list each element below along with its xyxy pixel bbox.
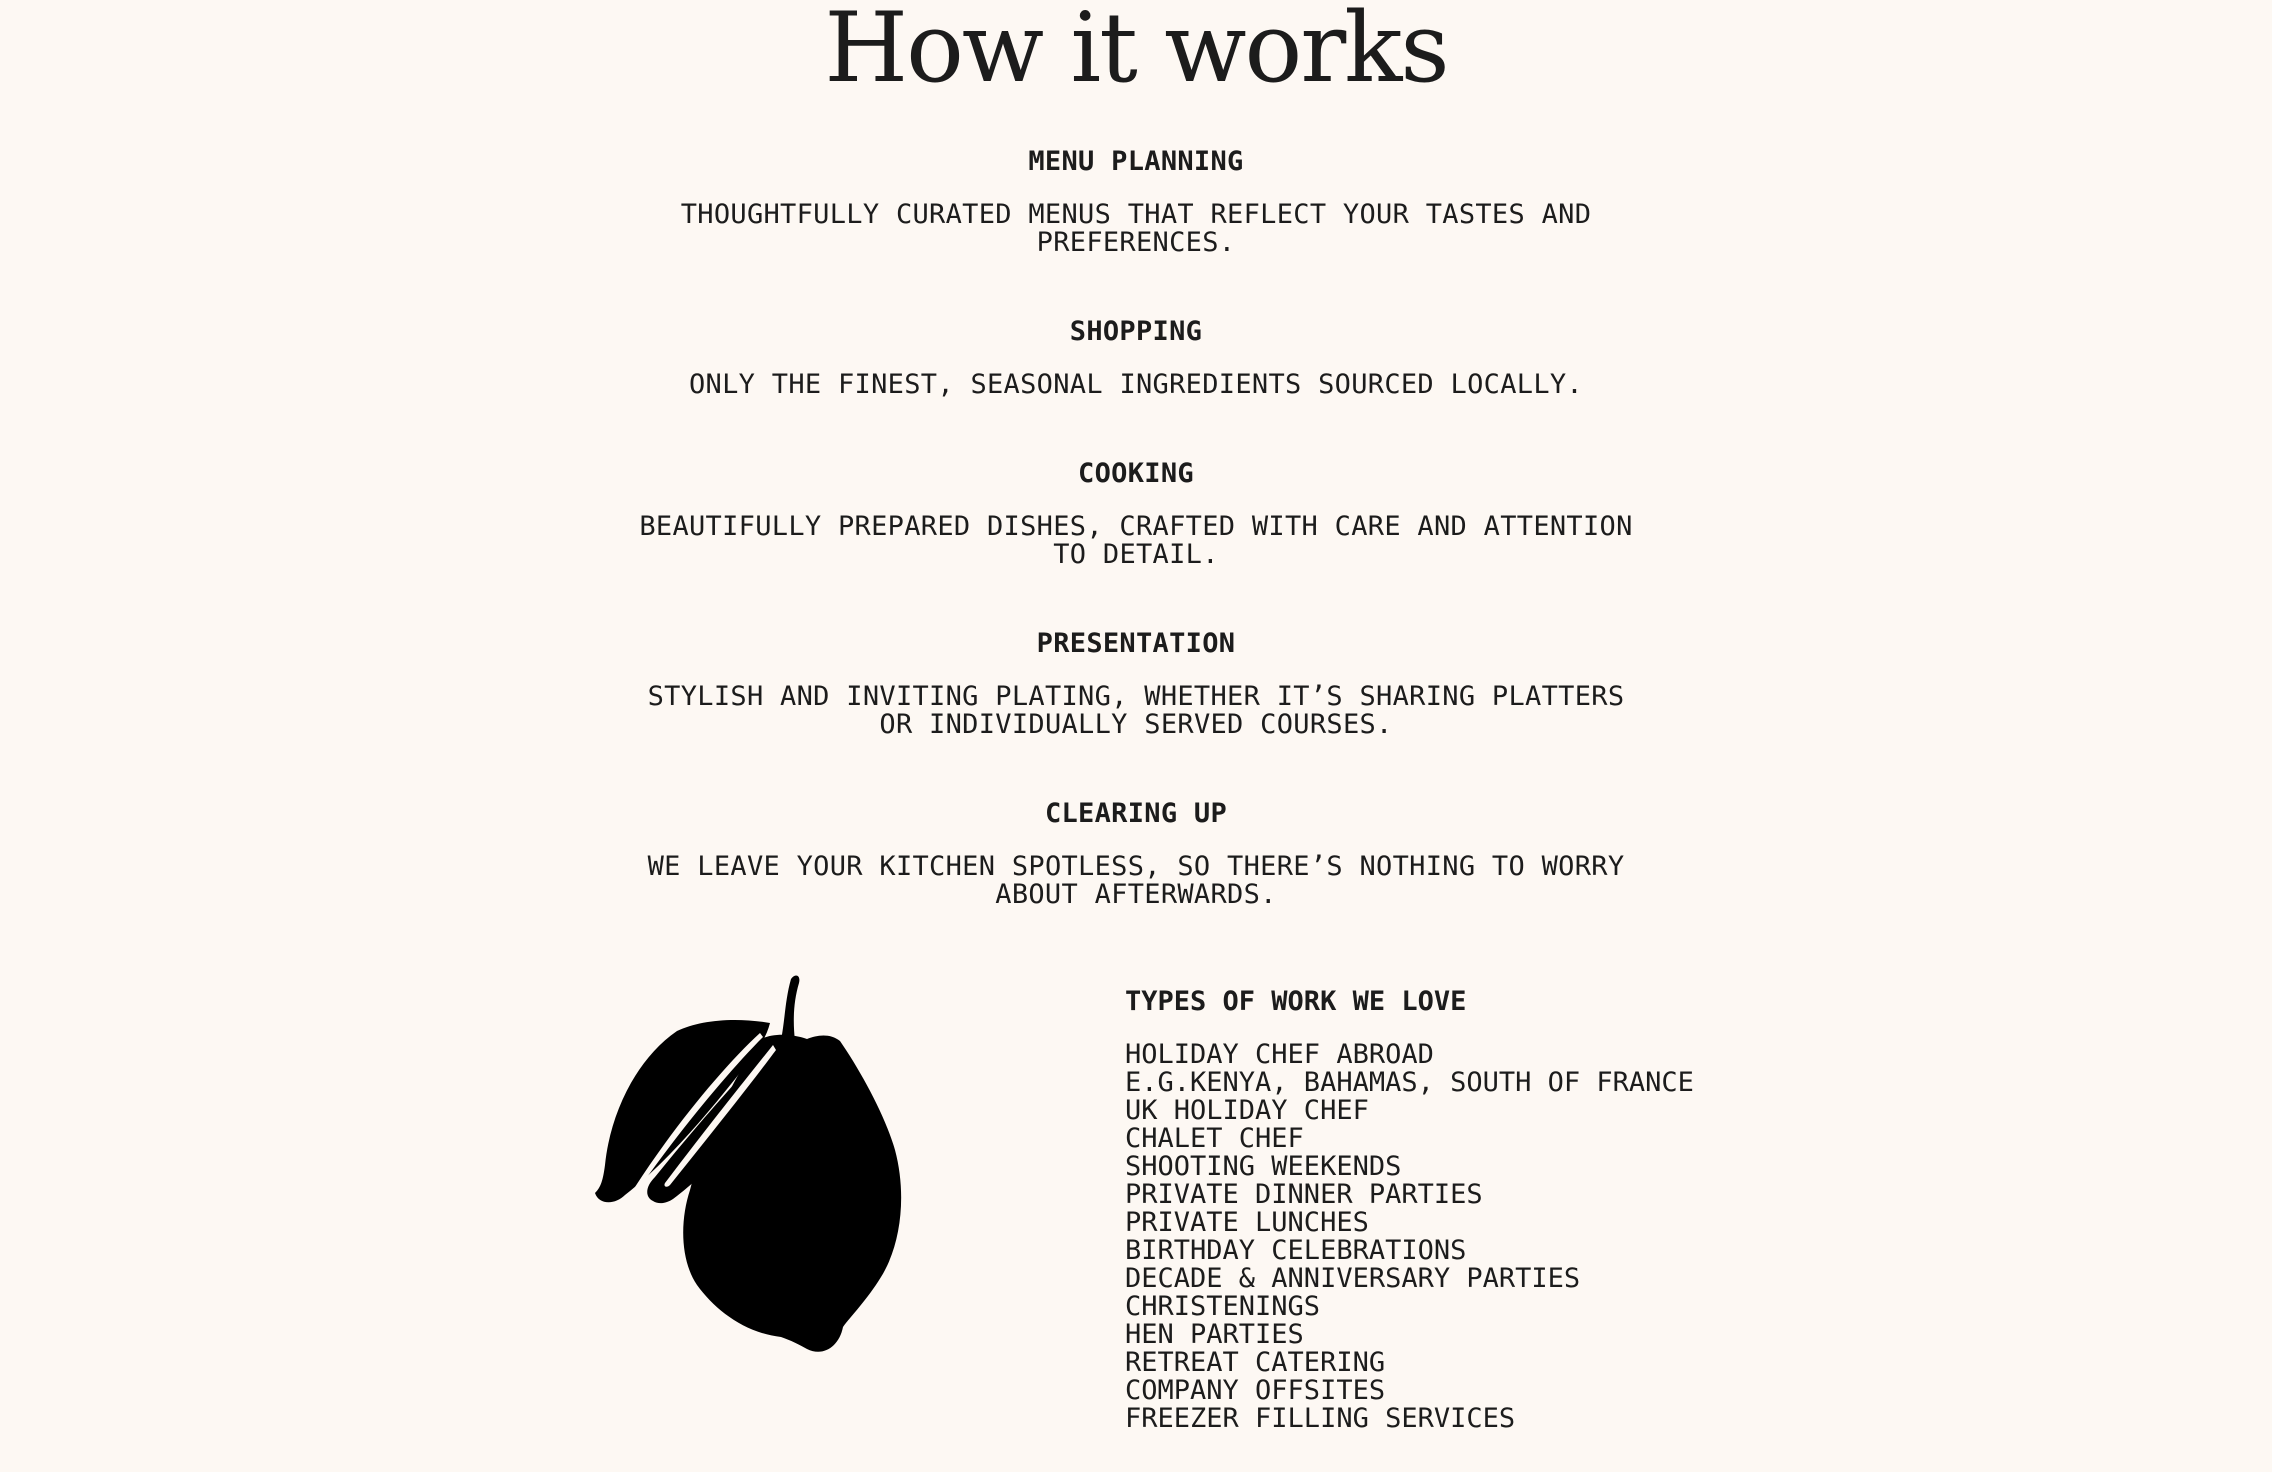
work-types-list [1125,1041,1694,1433]
steps-section [0,145,2272,967]
list-item: PRIVATE DINNER PARTIES [1125,1179,1483,1210]
work-types-section [1125,985,1694,1433]
list-item: HOLIDAY CHEF ABROAD [1125,1039,1434,1070]
list-item: BIRTHDAY CELEBRATIONS [1125,1235,1467,1266]
list-item: FREEZER FILLING SERVICES [1125,1403,1516,1434]
page-title: How it works [824,0,1448,104]
step-title: CLEARING UP [1044,798,1228,829]
list-item: RETREAT CATERING [1125,1347,1386,1378]
step-clearing-up [0,797,2272,909]
work-types-title: TYPES OF WORK WE LOVE [1125,986,1467,1017]
step-title: PRESENTATION [1036,628,1236,659]
step-description: THOUGHTFULLY CURATED MENUS THAT REFLECT YOUR TASTES AND PREFERENCES. [680,199,1592,258]
list-item: CHALET CHEF [1125,1123,1304,1154]
step-title: COOKING [1078,458,1194,489]
step-description: BEAUTIFULLY PREPARED DISHES, CRAFTED WITH CARE AND ATTENTION TO DETAIL. [639,511,1633,570]
list-item: DECADE & ANNIVERSARY PARTIES [1125,1263,1581,1294]
list-item: UK HOLIDAY CHEF [1125,1095,1369,1126]
lemon-icon [585,965,915,1355]
list-item: HEN PARTIES [1125,1319,1304,1350]
list-item: SHOOTING WEEKENDS [1125,1151,1402,1182]
step-title: MENU PLANNING [1028,146,1244,177]
step-description: STYLISH AND INVITING PLATING, WHETHER IT’S SHARING PLATTERS OR INDIVIDUALLY SERVED COURSES. [647,681,1625,740]
list-item: PRIVATE LUNCHES [1125,1207,1369,1238]
list-item: CHRISTENINGS [1125,1291,1321,1322]
step-description: WE LEAVE YOUR KITCHEN SPOTLESS, SO THERE’S NOTHING TO WORRY ABOUT AFTERWARDS. [647,851,1625,910]
step-cooking [0,457,2272,569]
list-item: COMPANY OFFSITES [1125,1375,1386,1406]
step-shopping [0,315,2272,399]
step-presentation [0,627,2272,739]
step-menu-planning [0,145,2272,257]
list-item: E.G.KENYA, BAHAMAS, SOUTH OF FRANCE [1125,1067,1694,1098]
step-title: SHOPPING [1069,316,1203,347]
step-description: ONLY THE FINEST, SEASONAL INGREDIENTS SOURCED LOCALLY. [689,369,1583,400]
